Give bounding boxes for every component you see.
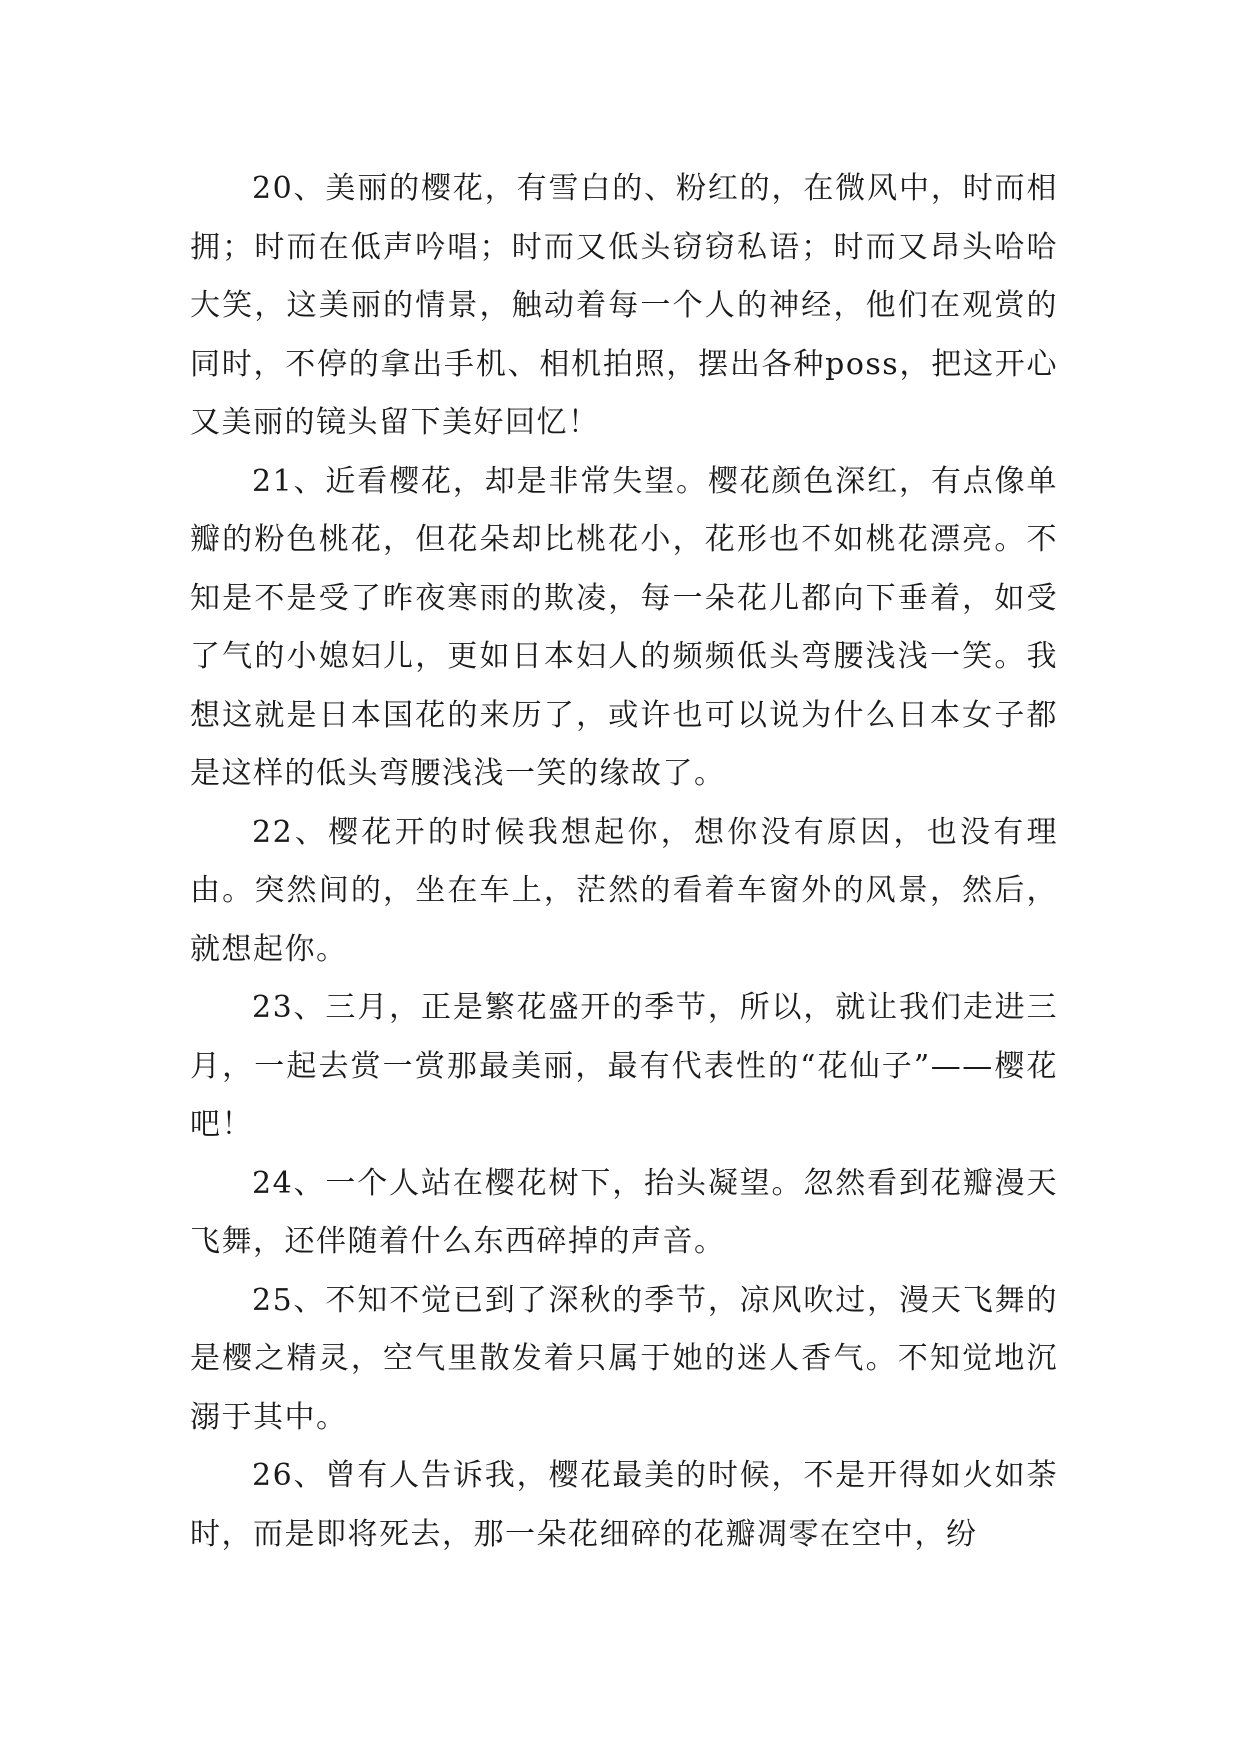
paragraph-26: 26、曾有人告诉我，樱花最美的时候，不是开得如火如荼时，而是即将死去，那一朵花细碎的花瓣凋零在空中，纷 — [190, 1458, 1058, 1552]
paragraph-20: 20、美丽的樱花，有雪白的、粉红的，在微风中，时而相拥；时而在低声吟唱；时而又低头窃窃私语；时而又昂头哈哈大笑，这美丽的情景，触动着每一个人的神经，他们在观赏的同时，不停的拿出手机、相机拍照，摆出各种poss，把这开心又美丽的镜头留下美好回忆！ — [190, 171, 1058, 440]
document-body — [190, 160, 1058, 1564]
paragraph-25: 25、不知不觉已到了深秋的季节，凉风吹过，漫天飞舞的是樱之精灵，空气里散发着只属于她的迷人香气。不知觉地沉溺于其中。 — [190, 1282, 1058, 1435]
paragraph-24: 24、一个人站在樱花树下，抬头凝望。忽然看到花瓣漫天飞舞，还伴随着什么东西碎掉的声音。 — [190, 1165, 1058, 1259]
paragraph-21: 21、近看樱花，却是非常失望。樱花颜色深红，有点像单瓣的粉色桃花，但花朵却比桃花小，花形也不如桃花漂亮。不知是不是受了昨夜寒雨的欺凌，每一朵花儿都向下垂着，如受了气的小媳妇儿，更如日本妇人的频频低头弯腰浅浅一笑。我想这就是日本国花的来历了，或许也可以说为什么日本女子都是这样的低头弯腰浅浅一笑的缘故了。 — [190, 463, 1058, 791]
paragraph-23: 23、三月，正是繁花盛开的季节，所以，就让我们走进三月，一起去赏一赏那最美丽，最有代表性的“花仙子”——樱花吧！ — [190, 990, 1058, 1142]
paragraph-22: 22、樱花开的时候我想起你，想你没有原因，也没有理由。突然间的，坐在车上，茫然的看着车窗外的风景，然后，就想起你。 — [190, 814, 1058, 967]
